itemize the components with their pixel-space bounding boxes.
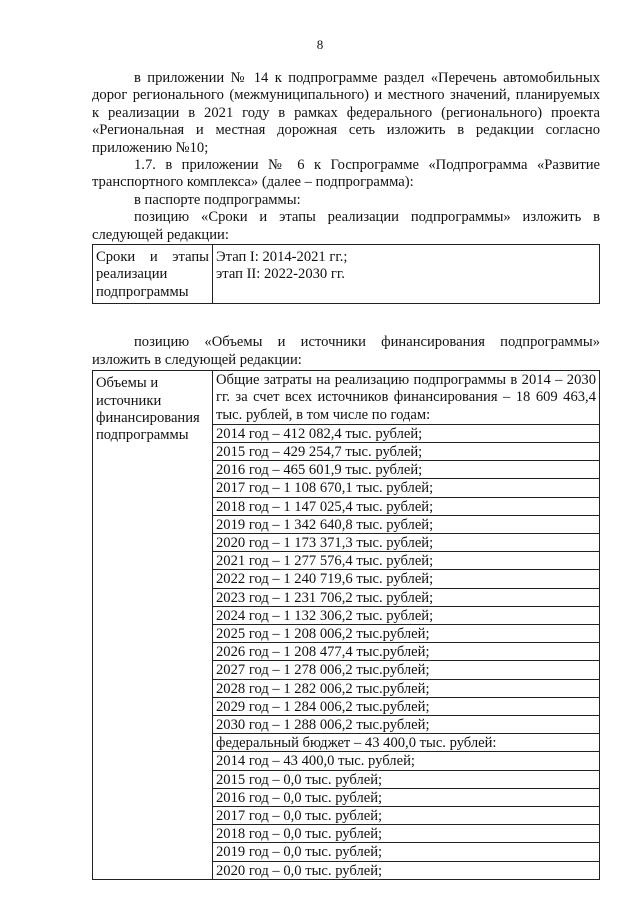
funding-line: 2019 год – 0,0 тыс. рублей; — [213, 843, 599, 861]
funding-line: 2017 год – 1 108 670,1 тыс. рублей; — [213, 479, 599, 497]
paragraph-appendix-14: в приложении № 14 к подпрограмме раздел «Перечень автомобильных дорог регионального (межмуниципального) и местного значений, планируемых к реализации в 2021 году в рамках федерального (регионального) проекта «Региональная и местная дорожная сеть изложить в редакции согласно приложению №10; — [92, 70, 600, 156]
timing-label: Сроки и этапы реализации подпрограммы — [96, 249, 209, 300]
funding-line: 2015 год – 429 254,7 тыс. рублей; — [213, 443, 599, 461]
funding-line: 2018 год – 0,0 тыс. рублей; — [213, 825, 599, 843]
funding-line: 2027 год – 1 278 006,2 тыс.рублей; — [213, 661, 599, 679]
table-row — [93, 245, 600, 304]
paragraph-timing-position: позицию «Сроки и этапы реализации подпрограммы» изложить в следующей редакции: — [92, 209, 600, 243]
funding-line: 2025 год – 1 208 006,2 тыс.рублей; — [213, 625, 599, 643]
funding-line: 2029 год – 1 284 006,2 тыс.рублей; — [213, 698, 599, 716]
timing-label-cell — [93, 245, 213, 304]
funding-line: 2018 год – 1 147 025,4 тыс. рублей; — [213, 498, 599, 516]
paragraph-funding-position: позицию «Объемы и источники финансирования подпрограммы» изложить в следующей редакции: — [92, 334, 600, 368]
funding-table — [92, 370, 600, 880]
funding-line: 2016 год – 0,0 тыс. рублей; — [213, 789, 599, 807]
funding-label-cell — [93, 371, 213, 880]
paragraph-passport: в паспорте подпрограммы: — [134, 191, 301, 208]
timing-value-cell — [213, 245, 600, 304]
funding-line: 2016 год – 465 601,9 тыс. рублей; — [213, 461, 599, 479]
funding-intro: Общие затраты на реализацию подпрограммы в 2014 – 2030 гг. за счет всех источников финансирования – 18 609 463,4 тыс. рублей, в том числе по годам: — [213, 371, 599, 425]
funding-line: 2019 год – 1 342 640,8 тыс. рублей; — [213, 516, 599, 534]
timing-table — [92, 244, 600, 304]
funding-line: 2017 год – 0,0 тыс. рублей; — [213, 807, 599, 825]
timing-line-1: Этап I: 2014-2021 гг.; — [216, 249, 348, 266]
funding-line: 2022 год – 1 240 719,6 тыс. рублей; — [213, 570, 599, 588]
page-number: 8 — [316, 37, 324, 52]
funding-line: 2024 год – 1 132 306,2 тыс. рублей; — [213, 607, 599, 625]
funding-line: 2014 год – 43 400,0 тыс. рублей; — [213, 752, 599, 770]
funding-line: 2020 год – 1 173 371,3 тыс. рублей; — [213, 534, 599, 552]
funding-line: 2030 год – 1 288 006,2 тыс.рублей; — [213, 716, 599, 734]
timing-line-2: этап II: 2022-2030 гг. — [216, 266, 345, 283]
funding-line: 2015 год – 0,0 тыс. рублей; — [213, 771, 599, 789]
document-body — [92, 70, 600, 880]
funding-value-cell — [213, 371, 600, 880]
funding-line: 2026 год – 1 208 477,4 тыс.рублей; — [213, 643, 599, 661]
funding-line: 2020 год – 0,0 тыс. рублей; — [216, 862, 383, 879]
funding-line: 2014 год – 412 082,4 тыс. рублей; — [213, 425, 599, 443]
funding-line: 2021 год – 1 277 576,4 тыс. рублей; — [213, 552, 599, 570]
funding-line: 2023 год – 1 231 706,2 тыс. рублей; — [213, 589, 599, 607]
funding-lines — [216, 425, 596, 879]
funding-line: федеральный бюджет – 43 400,0 тыс. рублей: — [213, 734, 599, 752]
funding-label: Объемы и источники финансирования подпрограммы — [96, 375, 200, 444]
funding-line: 2028 год – 1 282 006,2 тыс.рублей; — [213, 680, 599, 698]
table-row — [93, 371, 600, 880]
paragraph-1-7: 1.7. в приложении № 6 к Госпрограмме «Подпрограмма «Развитие транспортного комплекса» (далее – подпрограмма): — [92, 157, 600, 191]
